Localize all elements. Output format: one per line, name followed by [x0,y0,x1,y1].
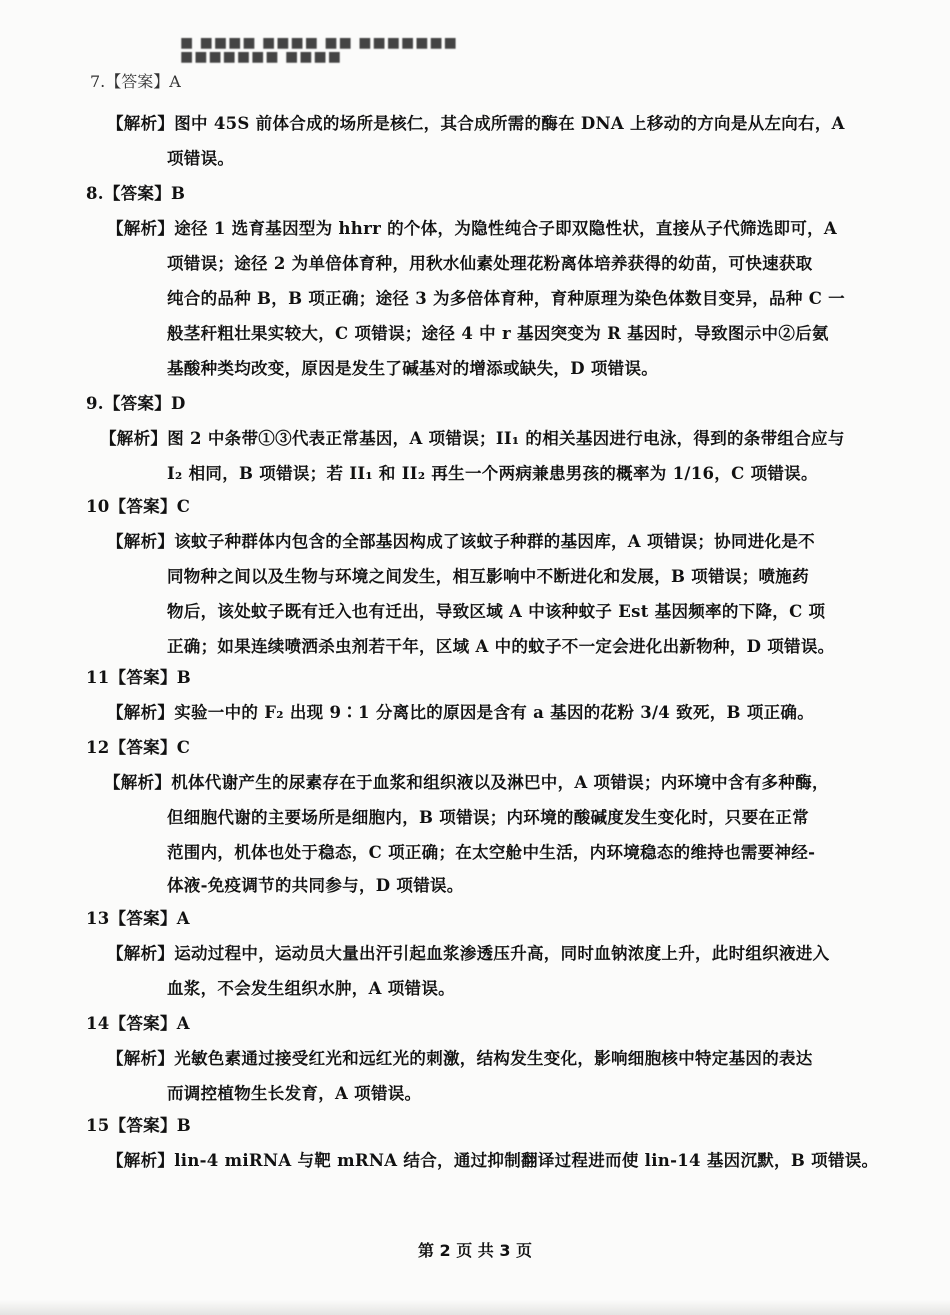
analysis-line: 【解析】图中 45S 前体合成的场所是核仁，其合成所需的酶在 DNA 上移动的方向是从左向右，A [107,114,845,133]
scan-edge [0,1300,950,1315]
analysis-line: 【解析】图 2 中条带①③代表正常基因，A 项错误；II₁ 的相关基因进行电泳，得到的条带组合应与 [100,429,845,448]
analysis-line: 同物种之间以及生物与环境之间发生，相互影响中不断进化和发展，B 项错误；喷施药 [167,567,809,586]
analysis-line: 项错误；途径 2 为单倍体育种，用秋水仙素处理花粉离体培养获得的幼苗，可快速获取 [167,254,813,273]
analysis-line: 纯合的品种 B，B 项正确；途径 3 为多倍体育种，育种原理为染色体数目变异，品种 C 一 [167,289,845,308]
page-footer: 第 2 页 共 3 页 [417,1241,533,1260]
answer-line: 8.【答案】B [86,184,186,203]
analysis-line: 正确；如果连续喷洒杀虫剂若干年，区域 A 中的蚊子不一定会进化出新物种，D 项错误。 [167,637,835,656]
answer-line: 13【答案】A [86,909,190,928]
analysis-line: 基酸种类均改变，原因是发生了碱基对的增添或缺失，D 项错误。 [167,359,659,378]
analysis-line: 血浆，不会发生组织水肿，A 项错误。 [167,979,455,998]
analysis-line: 物后，该处蚊子既有迁入也有迁出，导致区域 A 中该种蚊子 Est 基因频率的下降，C 项 [167,602,826,621]
answer-line: 9.【答案】D [86,394,186,413]
analysis-line: 范围内，机体也处于稳态，C 项正确；在太空舱中生活，内环境稳态的维持也需要神经- [167,843,816,862]
answer-line: 12【答案】C [86,738,191,757]
analysis-line: 【解析】途径 1 选育基因型为 hhrr 的个体，为隐性纯合子即双隐性状，直接从子代筛选即可，A [107,219,838,238]
analysis-line: 而调控植物生长发育，A 项错误。 [167,1084,422,1103]
analysis-line: 般茎秆粗壮果实较大，C 项错误；途径 4 中 r 基因突变为 R 基因时，导致图示中②后氨 [167,324,829,343]
analysis-line: 项错误。 [167,149,235,168]
cropped-answer-7: 7.【答案】A [90,72,181,91]
analysis-line: I₂ 相同，B 项错误；若 II₁ 和 II₂ 再生一个两病兼患男孩的概率为 1/16，C 项错误。 [167,464,818,483]
answer-line: 10【答案】C [86,497,191,516]
analysis-line: 体液-免疫调节的共同参与，D 项错误。 [167,876,464,895]
analysis-line: 【解析】机体代谢产生的尿素存在于血浆和组织液以及淋巴中，A 项错误；内环境中含有多种酶， [104,773,829,792]
answer-line: 11【答案】B [86,668,192,687]
analysis-line: 【解析】光敏色素通过接受红光和远红光的刺激，结构发生变化，影响细胞核中特定基因的表达 [107,1049,813,1068]
analysis-line: 【解析】运动过程中，运动员大量出汗引起血浆渗透压升高，同时血钠浓度上升，此时组织液进入 [107,944,830,963]
answer-line: 14【答案】A [86,1014,190,1033]
analysis-line: 【解析】该蚊子种群体内包含的全部基因构成了该蚊子种群的基因库，A 项错误；协同进化是不 [107,532,815,551]
analysis-line: 【解析】lin-4 miRNA 与靶 mRNA 结合，通过抑制翻译过程进而使 lin-14 基因沉默，B 项错误。 [107,1151,879,1170]
answer-line: 15【答案】B [86,1116,192,1135]
analysis-line: 【解析】实验一中的 F₂ 出现 9∶1 分离比的原因是含有 a 基因的花粉 3/4 致死，B 项正确。 [107,703,815,722]
cropped-header-text: ■ ■■■■ ■■■■ ■■ ■■■■■■■ ■■■■■■■ ■■■■ [180,35,458,65]
analysis-line: 但细胞代谢的主要场所是细胞内，B 项错误；内环境的酸碱度发生变化时，只要在正常 [167,808,809,827]
